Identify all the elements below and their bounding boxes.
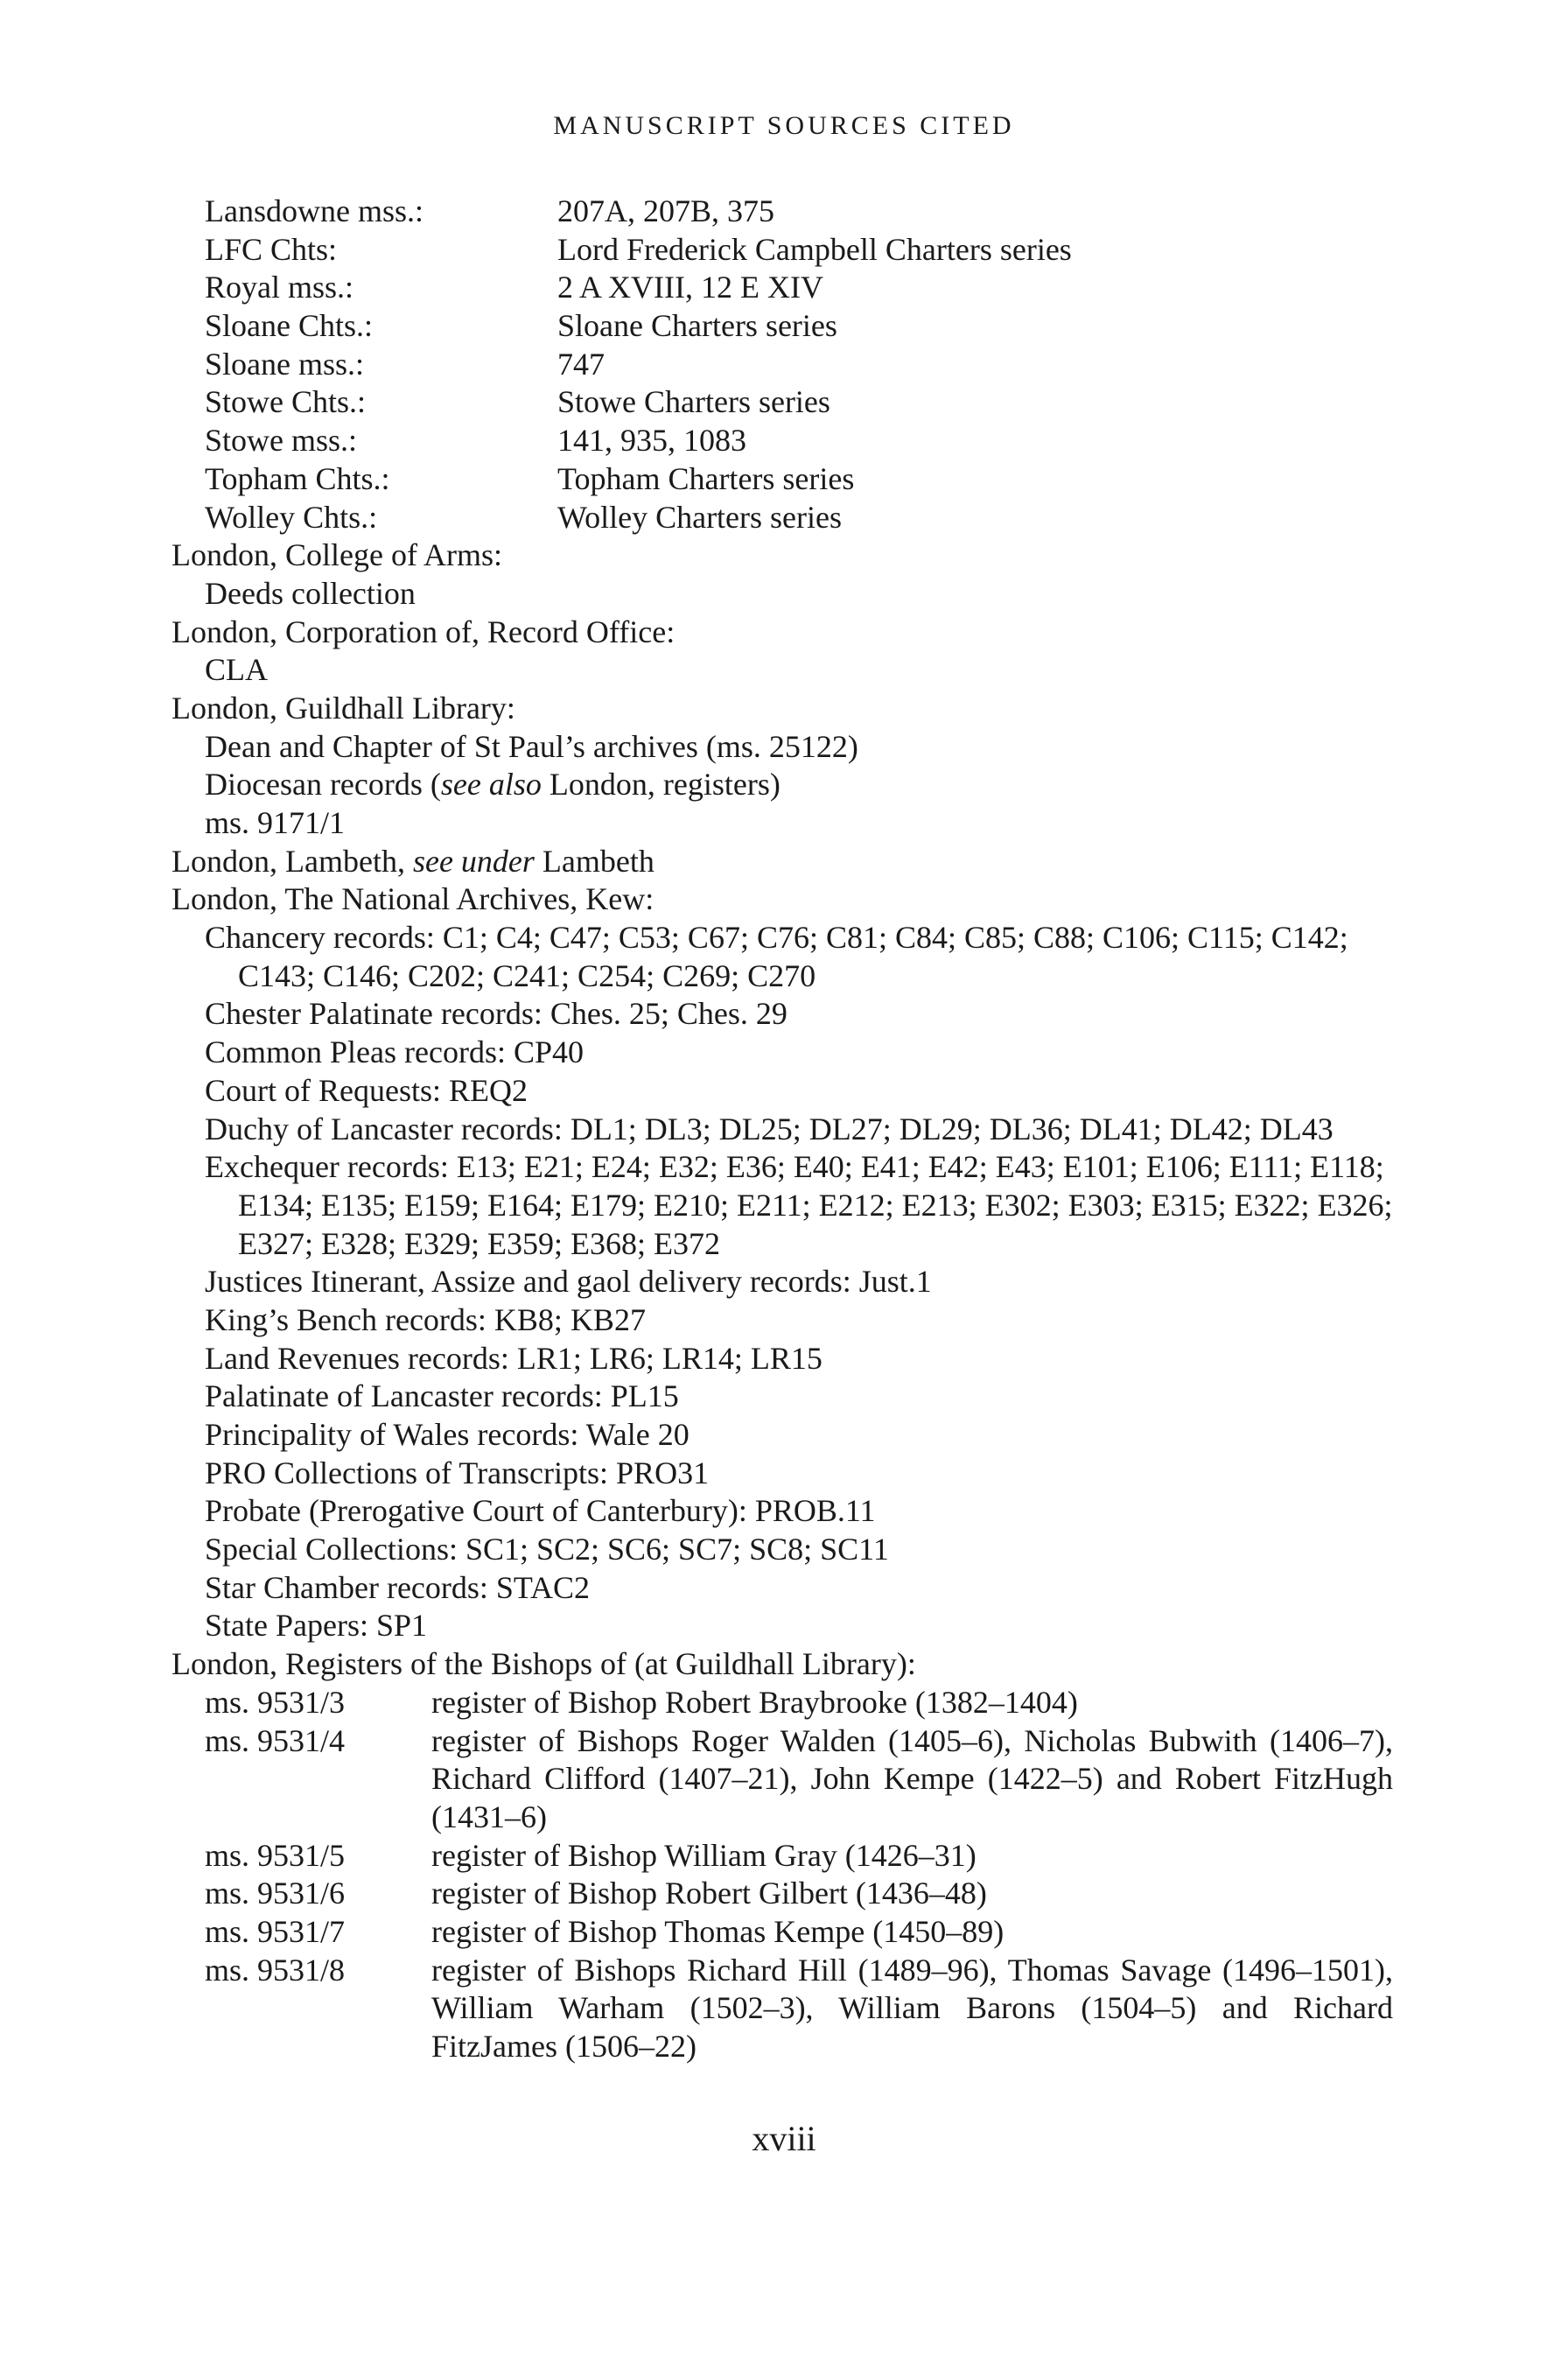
- entry-row: [172, 422, 1396, 460]
- sub-entry: Chancery records: C1; C4; C47; C53; C67; C76; C81; C84; C85; C88; C106; C115; C142;: [205, 920, 1348, 956]
- register-description: register of Bishop Robert Braybrooke (1382–1404): [431, 1684, 1078, 1720]
- running-header: MANUSCRIPT SOURCES CITED: [553, 111, 1015, 140]
- entry-text: London, registers): [541, 767, 780, 803]
- sub-entry: ms. 9171/1: [205, 805, 346, 840]
- repository-heading: London, Registers of the Bishops of (at Guildhall Library):: [172, 1646, 916, 1682]
- repository-heading: London, College of Arms:: [172, 537, 502, 573]
- entry-value: 747: [557, 346, 605, 382]
- sub-entry: Exchequer records: E13; E21; E24; E32; E36; E40; E41; E42; E43; E101; E106; E111; E118;: [205, 1149, 1384, 1185]
- sub-entry: Special Collections: SC1; SC2; SC6; SC7; SC8; SC11: [205, 1532, 889, 1567]
- register-description: register of Bishop Thomas Kempe (1450–89): [431, 1914, 1004, 1950]
- entry-value: Stowe Charters series: [557, 384, 830, 420]
- register-shelfmark: ms. 9531/3: [205, 1684, 346, 1720]
- sub-entry: State Papers: SP1: [205, 1608, 428, 1644]
- entry-label: Lansdowne mss.:: [205, 193, 424, 228]
- entry-continuation: C143; C146; C202; C241; C254; C269; C270: [238, 957, 816, 993]
- source-list: [172, 193, 1396, 2066]
- register-row: [172, 1913, 1396, 1952]
- sub-entry: Probate (Prerogative Court of Canterbury): PROB.11: [205, 1493, 876, 1529]
- entry-label: Sloane mss.:: [205, 346, 365, 382]
- sub-entry: Deeds collection: [205, 575, 416, 611]
- entry-continuation: E134; E135; E159; E164; E179; E210; E211; E212; E213; E302; E303; E315; E322; E326;: [238, 1187, 1393, 1223]
- register-shelfmark: ms. 9531/5: [205, 1837, 346, 1873]
- register-shelfmark: ms. 9531/6: [205, 1876, 346, 1911]
- entry-row: [172, 307, 1396, 346]
- register-row: [172, 1722, 1396, 1837]
- register-row: [172, 1875, 1396, 1913]
- repository-heading: London, The National Archives, Kew:: [172, 881, 654, 917]
- repository-heading: London, Guildhall Library:: [172, 690, 515, 726]
- entry-value: Wolley Charters series: [557, 499, 843, 535]
- register-description: register of Bishops Richard Hill (1489–96), Thomas Savage (1496–1501), William Warham (1502–3), William Barons (1504–5) and Richard FitzJames (1506–22): [431, 1952, 1393, 2065]
- register-description: register of Bishop Robert Gilbert (1436–48): [431, 1876, 987, 1911]
- entry-row: [172, 460, 1396, 499]
- sub-entry: King’s Bench records: KB8; KB27: [205, 1301, 646, 1337]
- entry-row: [172, 269, 1396, 307]
- entry-value: 2 A XVIII, 12 E XIV: [557, 270, 823, 305]
- entry-text: Diocesan records (: [205, 767, 441, 803]
- sub-entry: Star Chamber records: STAC2: [205, 1569, 591, 1605]
- entry-label: Stowe mss.:: [205, 423, 358, 459]
- entry-value: Sloane Charters series: [557, 308, 837, 344]
- entry-row: [172, 193, 1396, 231]
- entry-value: 141, 935, 1083: [557, 423, 746, 459]
- register-row: [172, 1837, 1396, 1876]
- sub-entry: CLA: [205, 652, 268, 688]
- register-description: register of Bishop William Gray (1426–31): [431, 1837, 976, 1873]
- entry-continuation: E327; E328; E329; E359; E368; E372: [238, 1225, 720, 1261]
- register-list: [172, 1684, 1396, 2066]
- register-description: register of Bishops Roger Walden (1405–6), Nicholas Bubwith (1406–7), Richard Clifford (1407–21), John Kempe (1422–5) and Robert FitzHugh (1431–6): [431, 1722, 1393, 1834]
- register-row: [172, 1952, 1396, 2066]
- sub-entry: Palatinate of Lancaster records: PL15: [205, 1378, 679, 1414]
- register-row: [172, 1684, 1396, 1722]
- register-shelfmark: ms. 9531/4: [205, 1722, 346, 1758]
- entry-label: Topham Chts.:: [205, 460, 390, 496]
- sub-entry: Common Pleas records: CP40: [205, 1034, 584, 1070]
- cross-reference: see also: [440, 767, 542, 803]
- entry-label: LFC Chts:: [205, 231, 338, 267]
- sub-entry: Dean and Chapter of St Paul’s archives (ms. 25122): [205, 728, 858, 764]
- sub-entry: Court of Requests: REQ2: [205, 1072, 528, 1108]
- sub-entry: Justices Itinerant, Assize and gaol delivery records: Just.1: [205, 1264, 932, 1300]
- entry-value: Lord Frederick Campbell Charters series: [557, 231, 1072, 267]
- entry-text: London, Lambeth,: [172, 843, 413, 879]
- entry-text: Lambeth: [534, 843, 654, 879]
- entry-row: [172, 231, 1396, 270]
- repository-heading: London, Corporation of, Record Office:: [172, 614, 676, 649]
- sub-entry: [172, 766, 1396, 804]
- sub-entry: Land Revenues records: LR1; LR6; LR14; LR15: [205, 1340, 822, 1376]
- sub-entry: Duchy of Lancaster records: DL1; DL3; DL25; DL27; DL29; DL36; DL41; DL42; DL43: [205, 1111, 1334, 1146]
- register-shelfmark: ms. 9531/7: [205, 1914, 346, 1950]
- cross-reference: see under: [412, 843, 535, 879]
- entry-label: Royal mss.:: [205, 270, 354, 305]
- sub-entry: Principality of Wales records: Wale 20: [205, 1417, 690, 1452]
- entry-label: Sloane Chts.:: [205, 308, 374, 344]
- sub-entry: PRO Collections of Transcripts: PRO31: [205, 1455, 710, 1490]
- entry-value: 207A, 207B, 375: [557, 193, 775, 228]
- entry-value: Topham Charters series: [557, 460, 855, 496]
- entry-row: [172, 499, 1396, 537]
- sub-entry: Chester Palatinate records: Ches. 25; Ches. 29: [205, 996, 788, 1032]
- repository-heading: [172, 843, 1396, 881]
- entry-lines: [172, 193, 1396, 1684]
- register-shelfmark: ms. 9531/8: [205, 1952, 346, 1988]
- entry-row: [172, 383, 1396, 422]
- entry-label: Stowe Chts.:: [205, 384, 367, 420]
- entry-label: Wolley Chts.:: [205, 499, 378, 535]
- entry-row: [172, 346, 1396, 384]
- page-number: xviii: [752, 2119, 816, 2158]
